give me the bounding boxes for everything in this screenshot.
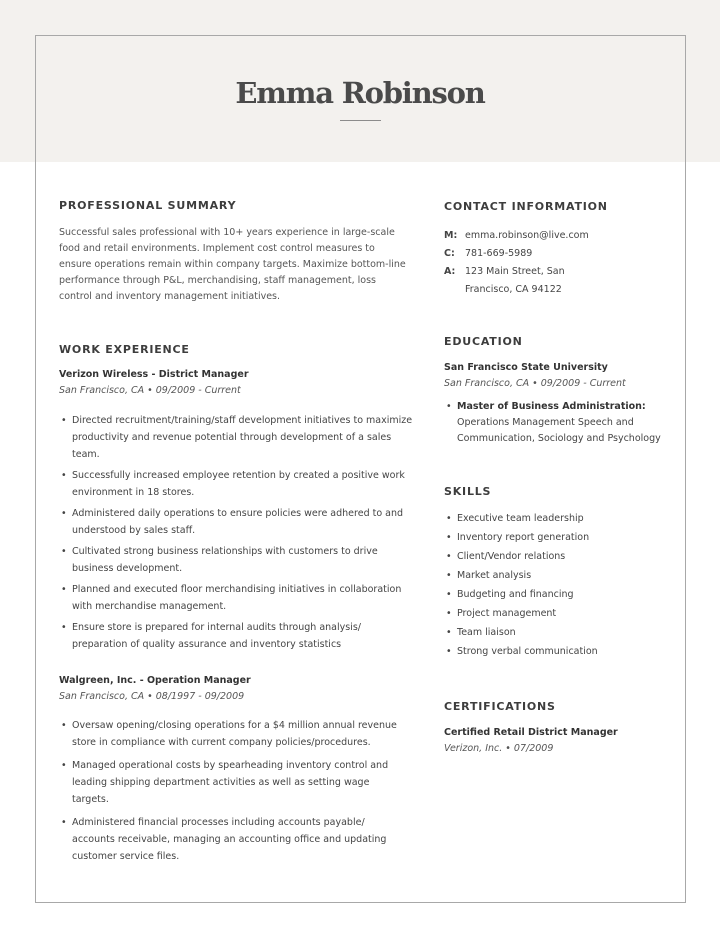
job-meta: San Francisco, CA • 08/1997 - 09/2009	[59, 691, 245, 702]
contact-mobile	[444, 227, 664, 245]
list-item: • Successfully increased employee retention by created a positive work environment in 18 stores.	[59, 467, 414, 501]
summary-text: Successful sales professional with 10+ years experience in large-scale food and retail environments. Implement cost control measures to ensure operations remain within company targets. Maximize bottom-line performance through P&L, merchandising, staff management, loss control and inventory management initiatives.	[59, 227, 406, 302]
name-divider	[340, 120, 381, 121]
contact-address: 123 Main Street, San Francisco, CA 94122	[465, 266, 565, 295]
list-item: • Oversaw opening/closing operations for a $4 million annual revenue store in compliance with current company policies/procedures.	[59, 717, 399, 751]
job-title: Verizon Wireless - District Manager	[59, 369, 249, 380]
list-item: • Ensure store is prepared for internal audits through analysis/ preparation of quality assurance and inventory statistics	[59, 619, 414, 653]
contact-label: C:	[444, 248, 455, 259]
education-bullets	[444, 399, 669, 447]
list-item: • Budgeting and financing	[444, 585, 664, 604]
list-item: • Project management	[444, 604, 664, 623]
list-item: • Team liaison	[444, 623, 664, 642]
list-item: • Administered financial processes including accounts payable/ accounts receivable, managing an accounting office and updating customer service files.	[59, 814, 399, 865]
list-item: • Strong verbal communication	[444, 642, 664, 661]
contact-cell	[444, 245, 664, 263]
list-item: • Inventory report generation	[444, 528, 664, 547]
list-item: • Cultivated strong business relationships with customers to drive business development.	[59, 543, 414, 577]
list-item: • Directed recruitment/training/staff development initiatives to maximize productivity and revenue potential through development of a sales team.	[59, 412, 414, 463]
skills-list	[444, 509, 664, 661]
certifications-heading: CERTIFICATIONS	[444, 700, 556, 713]
contact-heading: CONTACT INFORMATION	[444, 200, 608, 213]
experience-heading: WORK EXPERIENCE	[59, 343, 190, 356]
candidate-name: Emma Robinson	[235, 76, 485, 110]
contact-email[interactable]: emma.robinson@live.com	[465, 230, 589, 241]
school-meta: San Francisco, CA • 09/2009 - Current	[444, 378, 626, 389]
list-item: • Client/Vendor relations	[444, 547, 664, 566]
contact-label: M:	[444, 230, 458, 241]
school-name: San Francisco State University	[444, 362, 608, 373]
list-item: • Managed operational costs by spearheading inventory control and leading shipping department activities as well as setting wage targets.	[59, 757, 399, 808]
summary-heading: PROFESSIONAL SUMMARY	[59, 199, 237, 212]
skills-heading: SKILLS	[444, 485, 492, 498]
job-meta: San Francisco, CA • 09/2009 - Current	[59, 385, 241, 396]
certification-meta: Verizon, Inc. • 07/2009	[444, 743, 554, 754]
list-item: • Executive team leadership	[444, 509, 664, 528]
degree-name: Master of Business Administration:	[457, 401, 646, 412]
list-item: • Planned and executed floor merchandising initiatives in collaboration with merchandise management.	[59, 581, 414, 615]
list-item: • Market analysis	[444, 566, 664, 585]
job-title: Walgreen, Inc. - Operation Manager	[59, 675, 251, 686]
list-item: • Administered daily operations to ensure policies were adhered to and understood by sales staff.	[59, 505, 414, 539]
degree-details: Operations Management Speech and Communication, Sociology and Psychology	[457, 417, 661, 444]
contact-address-row	[444, 263, 664, 299]
education-heading: EDUCATION	[444, 335, 523, 348]
contact-list	[444, 227, 664, 299]
list-item	[444, 399, 669, 447]
job-bullets	[59, 412, 414, 653]
job-bullets	[59, 717, 399, 865]
contact-phone: 781-669-5989	[465, 248, 533, 259]
contact-label: A:	[444, 266, 456, 277]
certification-title: Certified Retail District Manager	[444, 727, 618, 738]
